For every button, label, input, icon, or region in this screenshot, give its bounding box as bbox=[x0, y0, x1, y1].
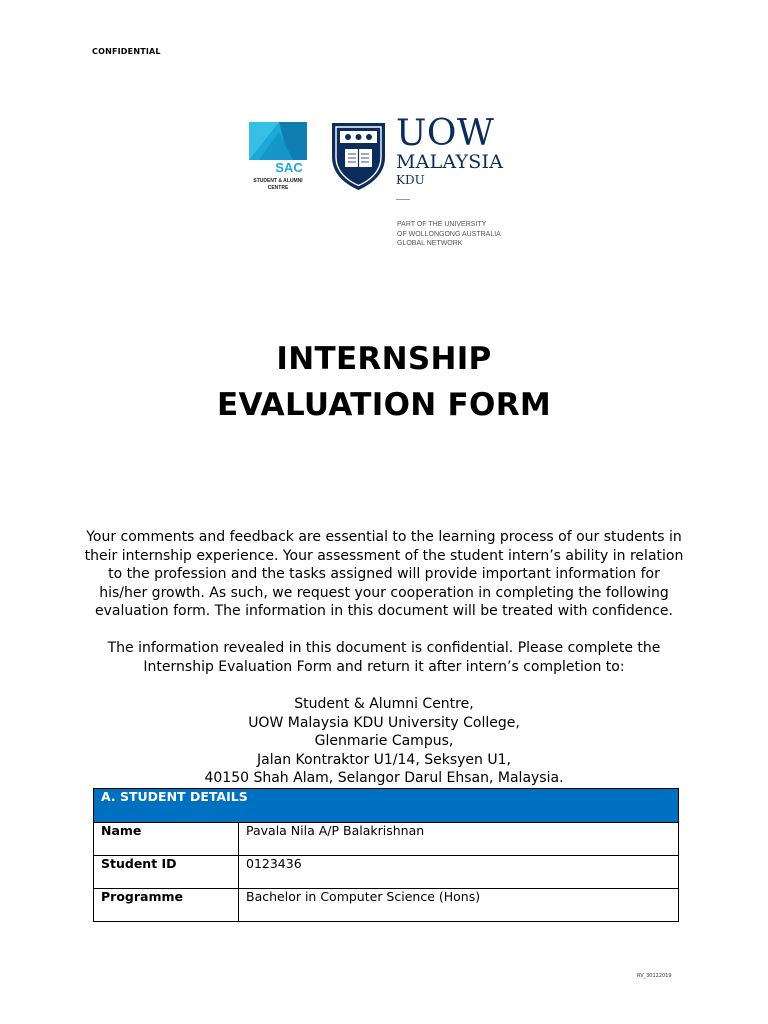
intro-line: their internship experience. Your assessment of the student intern’s ability in relation bbox=[84, 547, 684, 564]
network-line-1: PART OF THE UNIVERSITY bbox=[397, 221, 487, 228]
address-line: 40150 Shah Alam, Selangor Darul Ehsan, Malaysia. bbox=[204, 770, 564, 786]
title-line-1: INTERNSHIP bbox=[276, 341, 492, 377]
table-row bbox=[94, 889, 679, 922]
page-title bbox=[0, 336, 768, 428]
table-row bbox=[94, 823, 679, 856]
address-line: Glenmarie Campus, bbox=[314, 733, 454, 749]
name-value: Pavala Nila A/P Balakrishnan bbox=[239, 823, 679, 856]
title-line-2: EVALUATION FORM bbox=[216, 387, 552, 423]
programme-value: Bachelor in Computer Science (Hons) bbox=[239, 889, 679, 922]
uow-country: MALAYSIA bbox=[396, 151, 504, 173]
intro-line: evaluation form. The information in this document will be treated with confidence. bbox=[95, 603, 673, 619]
uow-crest-logo bbox=[330, 121, 387, 191]
intro-line: his/her growth. As such, we request your cooperation in completing the following bbox=[99, 584, 669, 601]
uow-name: UOW bbox=[396, 113, 495, 154]
confidential-paragraph bbox=[84, 639, 684, 676]
sac-caption-2: CENTRE bbox=[267, 185, 289, 191]
student-details-header bbox=[94, 789, 679, 823]
intro-line: to the profession and the tasks assigned will provide important information for bbox=[108, 566, 660, 582]
sac-logo bbox=[249, 122, 307, 192]
student-id-value: 0123436 bbox=[239, 856, 679, 889]
programme-label: Programme bbox=[94, 889, 239, 922]
student-details-table bbox=[93, 788, 679, 922]
network-tagline bbox=[397, 220, 501, 249]
wordmark-divider bbox=[396, 199, 410, 200]
intro-line: Your comments and feedback are essential to the learning process of our students in bbox=[86, 529, 682, 545]
name-label: Name bbox=[94, 823, 239, 856]
table-row bbox=[94, 856, 679, 889]
confidential-line: Internship Evaluation Form and return it after intern’s completion to: bbox=[143, 658, 625, 675]
uow-kdu: KDU bbox=[396, 173, 425, 187]
sac-logo-text: SAC bbox=[275, 160, 303, 175]
network-line-3: GLOBAL NETWORK bbox=[397, 240, 463, 247]
intro-paragraph bbox=[84, 528, 684, 621]
address-line: Jalan Kontraktor U1/14, Seksyen U1, bbox=[257, 751, 511, 768]
student-id-label: Student ID bbox=[94, 856, 239, 889]
address-line: UOW Malaysia KDU University College, bbox=[248, 714, 520, 731]
uow-wordmark bbox=[396, 113, 504, 200]
confidential-line: The information revealed in this document is confidential. Please complete the bbox=[107, 640, 661, 656]
section-heading: A. STUDENT DETAILS bbox=[94, 789, 679, 823]
sac-caption-1: STUDENT & ALUMNI bbox=[253, 178, 303, 184]
confidential-label: CONFIDENTIAL bbox=[92, 47, 161, 56]
return-address bbox=[84, 695, 684, 788]
revision-code: RV_30122019 bbox=[637, 973, 672, 979]
address-line: Student & Alumni Centre, bbox=[294, 696, 474, 712]
network-line-2: OF WOLLONGONG AUSTRALIA bbox=[397, 230, 501, 238]
